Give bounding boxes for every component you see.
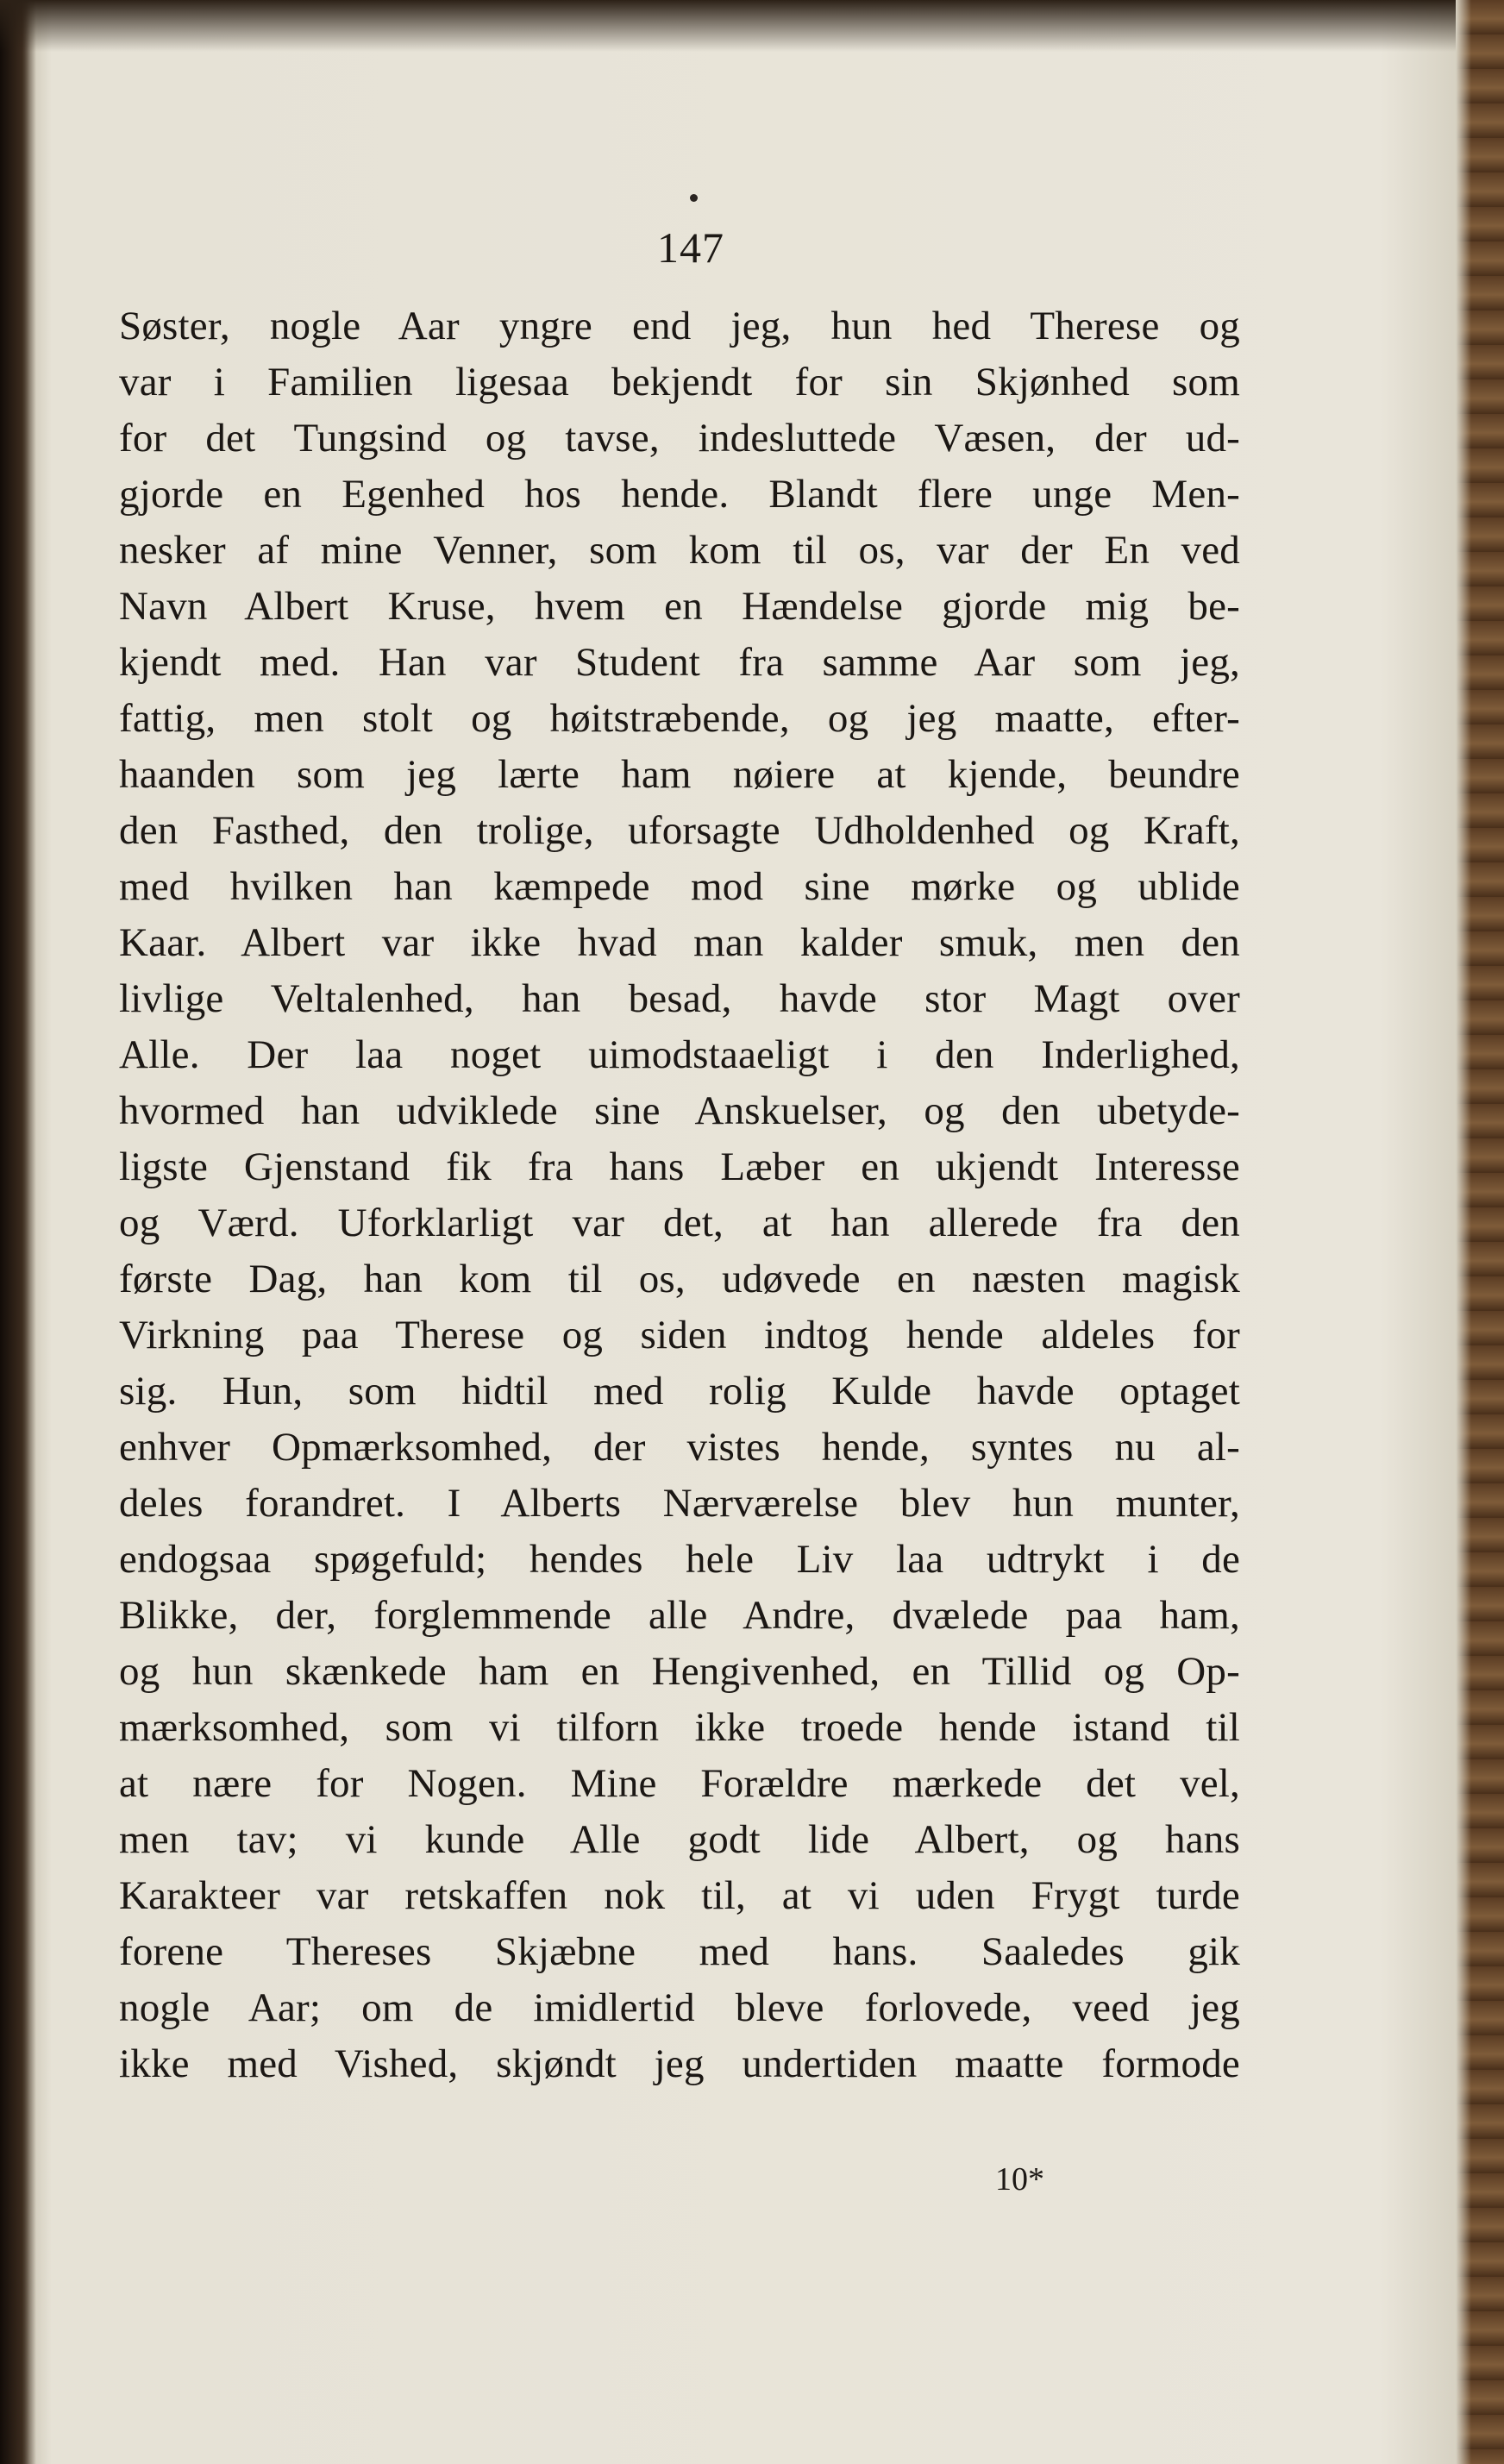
text-line: Karakteer var retskaffen nok til, at vi uden Frygt turde <box>119 1873 1240 1918</box>
printer-signature-mark: 10* <box>995 2161 1044 2198</box>
text-line: enhver Opmærksomhed, der vistes hende, syntes nu al- <box>119 1425 1240 1470</box>
text-line: nesker af mine Venner, som kom til os, var der En ved <box>119 528 1240 573</box>
text-line: Navn Albert Kruse, hvem en Hændelse gjorde mig be- <box>119 584 1240 629</box>
text-line: første Dag, han kom til os, udøvede en næsten magisk <box>119 1257 1240 1301</box>
text-line: nogle Aar; om de imidlertid bleve forlovede, veed jeg <box>119 1985 1240 2030</box>
text-line: og hun skænkede ham en Hengivenhed, en Tillid og Op- <box>119 1649 1240 1694</box>
page-mark-dot <box>690 194 698 202</box>
text-line: at nære for Nogen. Mine Forældre mærkede det vel, <box>119 1761 1240 1806</box>
text-line: Søster, nogle Aar yngre end jeg, hun hed Therese og <box>119 304 1240 348</box>
text-line: var i Familien ligesaa bekjendt for sin Skjønhed som <box>119 360 1240 404</box>
text-line: Kaar. Albert var ikke hvad man kalder smuk, men den <box>119 920 1240 965</box>
text-line: men tav; vi kunde Alle godt lide Albert, og hans <box>119 1817 1240 1862</box>
text-line: Alle. Der laa noget uimodstaaeligt i den Inderlighed, <box>119 1032 1240 1077</box>
text-line: fattig, men stolt og høitstræbende, og jeg maatte, efter- <box>119 696 1240 741</box>
text-line: ikke med Vished, skjøndt jeg undertiden maatte formode <box>119 2041 1240 2086</box>
text-line: Virkning paa Therese og siden indtog hende aldeles for <box>119 1313 1240 1357</box>
text-line: deles forandret. I Alberts Nærværelse blev hun munter, <box>119 1481 1240 1526</box>
text-line: sig. Hun, som hidtil med rolig Kulde havde optaget <box>119 1369 1240 1414</box>
text-line: livlige Veltalenhed, han besad, havde stor Magt over <box>119 976 1240 1021</box>
top-page-edge <box>0 0 1504 52</box>
text-line: den Fasthed, den trolige, uforsagte Udholdenhed og Kraft, <box>119 808 1240 853</box>
text-line: Blikke, der, forglemmende alle Andre, dvælede paa ham, <box>119 1593 1240 1638</box>
text-line: og Værd. Uforklarligt var det, at han allerede fra den <box>119 1201 1240 1245</box>
book-binding-shadow <box>0 0 36 2464</box>
text-line: med hvilken han kæmpede mod sine mørke og ublide <box>119 864 1240 909</box>
text-line: kjendt med. Han var Student fra samme Aar som jeg, <box>119 640 1240 685</box>
text-line: forene Thereses Skjæbne med hans. Saaledes gik <box>119 1929 1240 1974</box>
text-line: endogsaa spøgefuld; hendes hele Liv laa udtrykt i de <box>119 1537 1240 1582</box>
page-number: 147 <box>657 223 724 272</box>
text-line: mærksomhed, som vi tilforn ikke troede hende istand til <box>119 1705 1240 1750</box>
text-line: gjorde en Egenhed hos hende. Blandt flere unge Men- <box>119 472 1240 517</box>
text-line: ligste Gjenstand fik fra hans Læber en ukjendt Interesse <box>119 1144 1240 1189</box>
text-line: haanden som jeg lærte ham nøiere at kjende, beundre <box>119 752 1240 797</box>
text-line: hvormed han udviklede sine Anskuelser, og den ubetyde- <box>119 1088 1240 1133</box>
page-edge-stack <box>1456 0 1504 2464</box>
text-line: for det Tungsind og tavse, indesluttede Væsen, der ud- <box>119 416 1240 461</box>
